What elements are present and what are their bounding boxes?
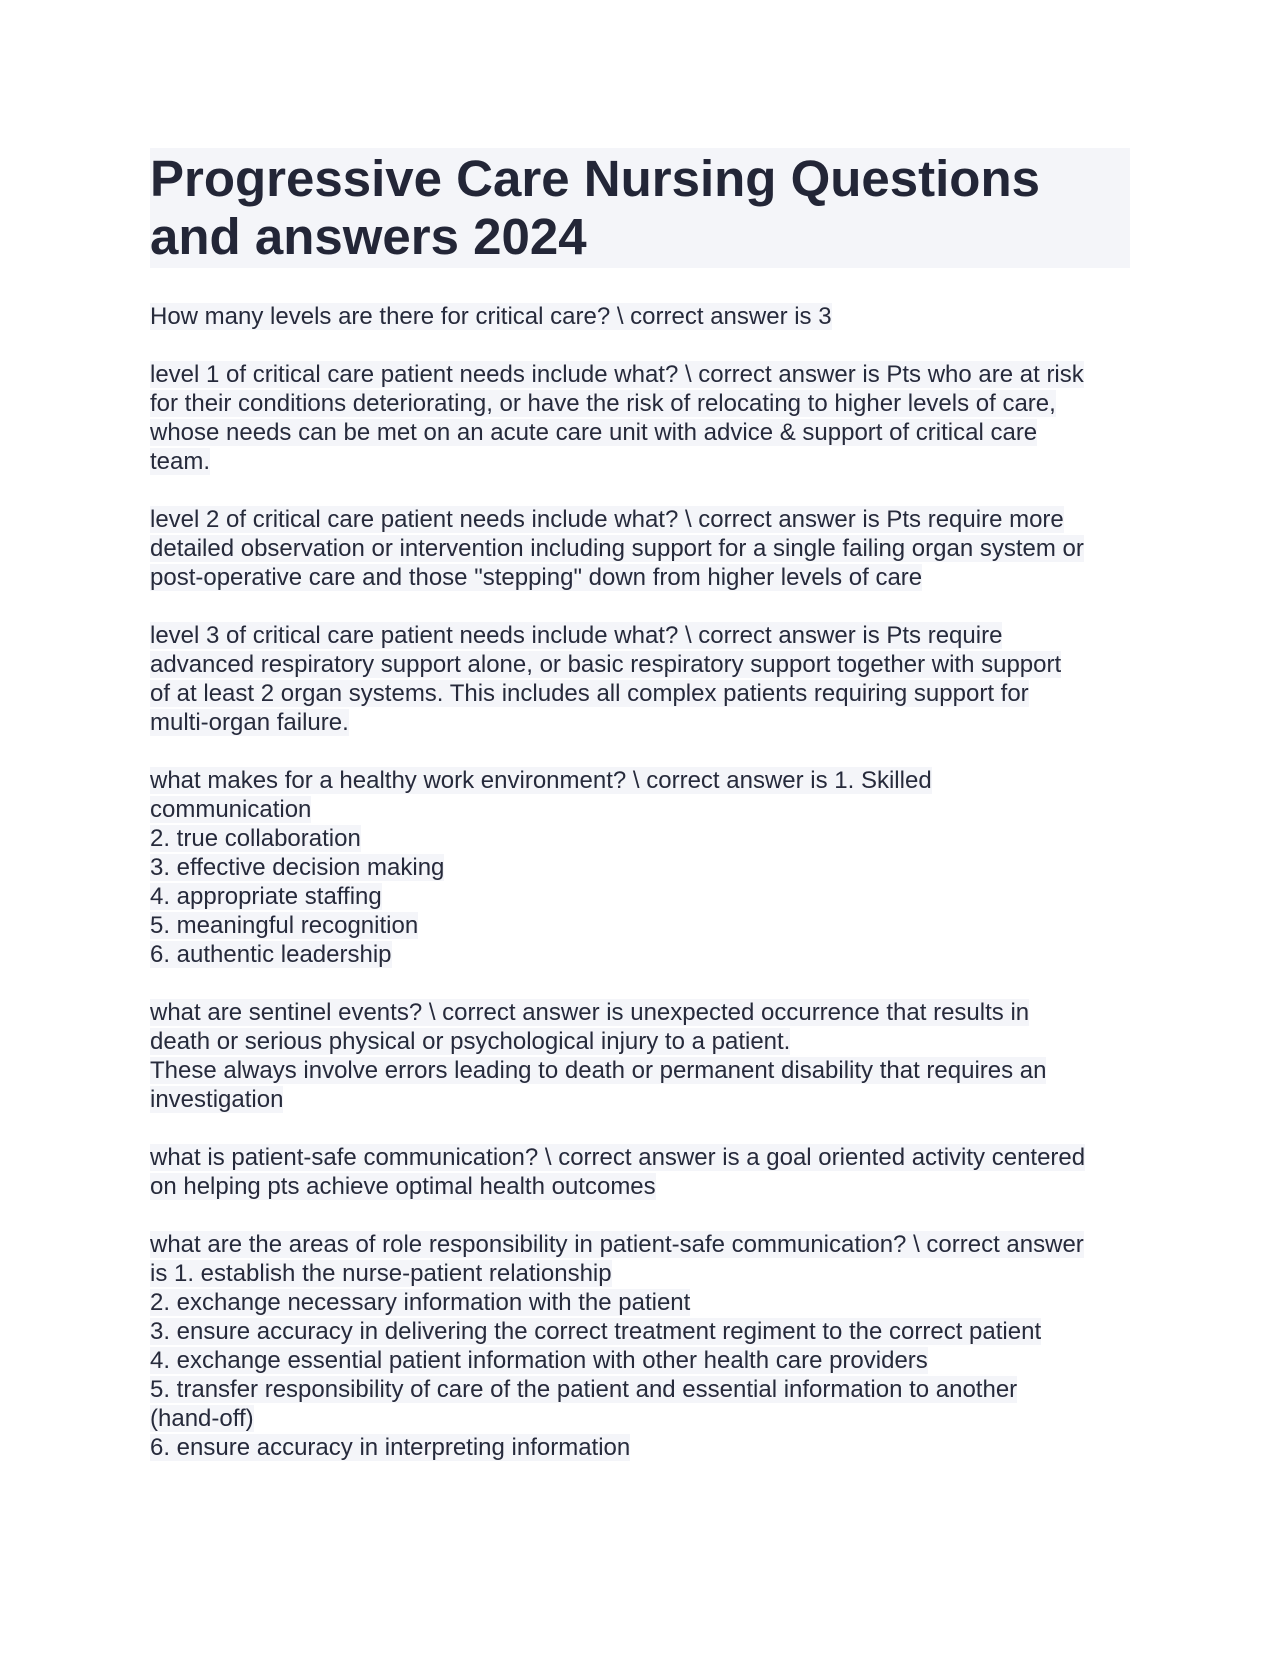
- qa-list: [150, 302, 1130, 1462]
- qa-line: [150, 360, 1130, 389]
- qa-item: [150, 302, 1130, 331]
- qa-line-text: These always involve errors leading to death or permanent disability that requires an: [150, 1057, 1047, 1084]
- qa-line-text: multi-organ failure.: [150, 709, 349, 736]
- qa-line: [150, 1056, 1130, 1085]
- qa-line-text: on helping pts achieve optimal health outcomes: [150, 1173, 656, 1200]
- qa-line: [150, 708, 1130, 737]
- qa-line: [150, 621, 1130, 650]
- qa-line: [150, 1288, 1130, 1317]
- qa-line: [150, 302, 1130, 331]
- qa-line: [150, 650, 1130, 679]
- qa-item: [150, 1143, 1130, 1201]
- qa-line: [150, 1230, 1130, 1259]
- qa-line-text: communication: [150, 796, 312, 823]
- qa-line: [150, 1433, 1130, 1462]
- qa-line-text: 2. true collaboration: [150, 825, 361, 852]
- qa-line: [150, 998, 1130, 1027]
- qa-line-text: 5. meaningful recognition: [150, 912, 419, 939]
- qa-line-text: what makes for a healthy work environment? \ correct answer is 1. Skilled: [150, 767, 932, 794]
- qa-line: [150, 766, 1130, 795]
- qa-line-text: 2. exchange necessary information with the patient: [150, 1289, 691, 1316]
- qa-line-text: for their conditions deteriorating, or have the risk of relocating to higher levels of care,: [150, 390, 1056, 417]
- qa-line-text: level 2 of critical care patient needs include what? \ correct answer is Pts require more: [150, 506, 1064, 533]
- qa-line-text: whose needs can be met on an acute care unit with advice & support of critical care: [150, 419, 1038, 446]
- qa-line-text: detailed observation or intervention including support for a single failing organ system or: [150, 535, 1084, 562]
- qa-line: [150, 882, 1130, 911]
- qa-line-text: investigation: [150, 1086, 284, 1113]
- qa-line-text: 3. effective decision making: [150, 854, 445, 881]
- qa-line: [150, 795, 1130, 824]
- qa-line-text: 6. ensure accuracy in interpreting information: [150, 1434, 631, 1461]
- qa-line-text: 4. exchange essential patient information with other health care providers: [150, 1347, 928, 1374]
- qa-line: [150, 1085, 1130, 1114]
- qa-line-text: death or serious physical or psychological injury to a patient.: [150, 1028, 791, 1055]
- document-page: [150, 148, 1130, 1491]
- qa-line-text: is 1. establish the nurse-patient relationship: [150, 1260, 612, 1287]
- qa-line: [150, 1143, 1130, 1172]
- qa-line-text: How many levels are there for critical care? \ correct answer is 3: [150, 303, 832, 330]
- qa-line-text: post-operative care and those "stepping" down from higher levels of care: [150, 564, 923, 591]
- qa-line: [150, 679, 1130, 708]
- title-line: and answers 2024: [150, 208, 587, 265]
- qa-line: [150, 824, 1130, 853]
- qa-line-text: advanced respiratory support alone, or basic respiratory support together with support: [150, 651, 1062, 678]
- qa-line: [150, 563, 1130, 592]
- document-title: [150, 148, 1130, 268]
- qa-line: [150, 1346, 1130, 1375]
- qa-line: [150, 447, 1130, 476]
- qa-line: [150, 389, 1130, 418]
- title-line: Progressive Care Nursing Questions: [150, 150, 1040, 207]
- qa-line-text: what are the areas of role responsibility in patient-safe communication? \ correct answer: [150, 1231, 1084, 1258]
- qa-line-text: level 1 of critical care patient needs include what? \ correct answer is Pts who are at risk: [150, 361, 1084, 388]
- qa-item: [150, 998, 1130, 1114]
- qa-line-text: 5. transfer responsibility of care of the patient and essential information to another: [150, 1376, 1018, 1403]
- qa-line: [150, 1404, 1130, 1433]
- qa-line: [150, 505, 1130, 534]
- qa-line: [150, 940, 1130, 969]
- qa-line: [150, 853, 1130, 882]
- qa-line-text: what is patient-safe communication? \ correct answer is a goal oriented activity centered: [150, 1144, 1086, 1171]
- qa-line: [150, 418, 1130, 447]
- qa-item: [150, 360, 1130, 476]
- qa-line-text: (hand-off): [150, 1405, 254, 1432]
- qa-line: [150, 1172, 1130, 1201]
- qa-line-text: of at least 2 organ systems. This includes all complex patients requiring support for: [150, 680, 1029, 707]
- qa-line: [150, 911, 1130, 940]
- qa-line-text: level 3 of critical care patient needs include what? \ correct answer is Pts require: [150, 622, 1003, 649]
- qa-line: [150, 1375, 1130, 1404]
- qa-line: [150, 534, 1130, 563]
- qa-line: [150, 1317, 1130, 1346]
- qa-item: [150, 621, 1130, 737]
- qa-item: [150, 505, 1130, 592]
- qa-line: [150, 1259, 1130, 1288]
- qa-line: [150, 1027, 1130, 1056]
- qa-line-text: 6. authentic leadership: [150, 941, 392, 968]
- qa-item: [150, 1230, 1130, 1462]
- qa-item: [150, 766, 1130, 969]
- qa-line-text: 4. appropriate staffing: [150, 883, 382, 910]
- qa-line-text: 3. ensure accuracy in delivering the correct treatment regiment to the correct patient: [150, 1318, 1042, 1345]
- qa-line-text: what are sentinel events? \ correct answer is unexpected occurrence that results in: [150, 999, 1030, 1026]
- qa-line-text: team.: [150, 448, 211, 475]
